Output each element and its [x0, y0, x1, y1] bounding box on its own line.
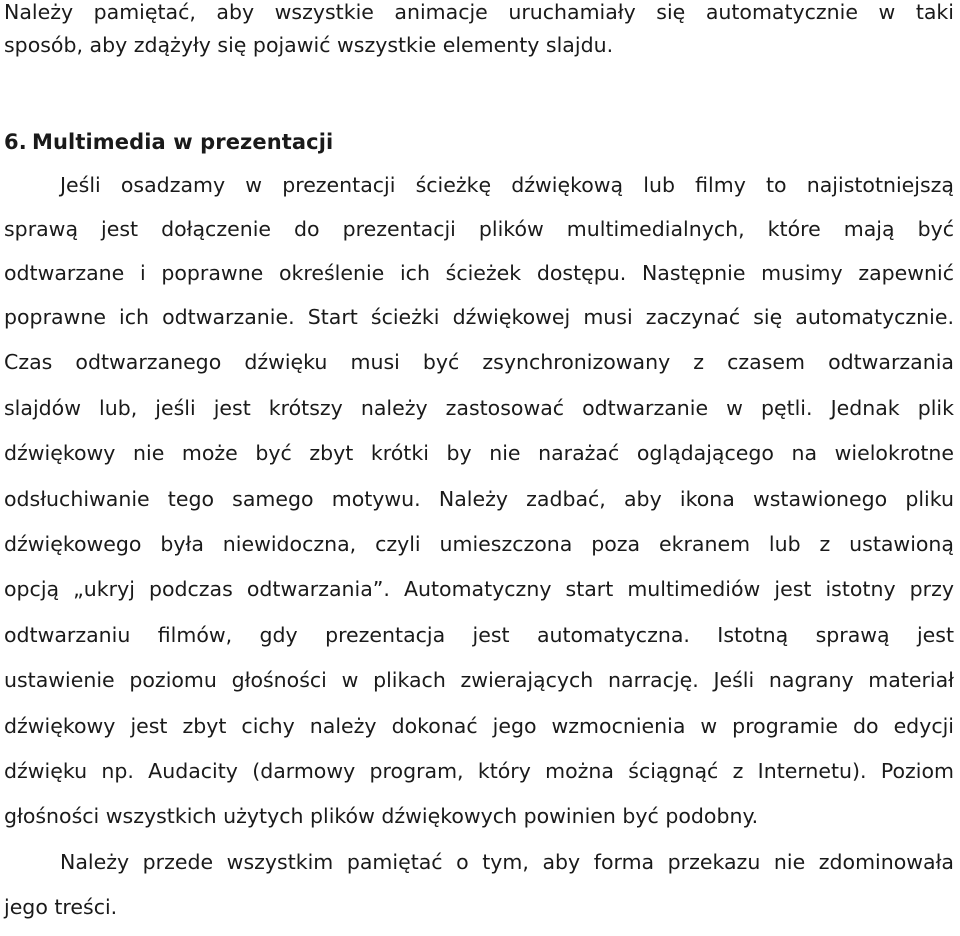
- section-heading: [4, 122, 954, 162]
- paragraph-line: odtwarzane i poprawne określenie ich ścieżek dostępu. Następnie musimy zapewnić: [4, 261, 954, 285]
- paragraph-line: dźwiękowy jest zbyt cichy należy dokonać jego wzmocnienia w programie do edycji: [4, 713, 954, 738]
- section-title: Multimedia w prezentacji: [32, 130, 334, 154]
- paragraph-line: slajdów lub, jeśli jest krótszy należy zastosować odtwarzanie w pętli. Jednak plik: [4, 395, 954, 420]
- spacer: [4, 65, 954, 122]
- paragraph-line: sprawą jest dołączenie do prezentacji plików multimedialnych, które mają być: [4, 217, 954, 241]
- paragraph-line: jego treści.: [4, 895, 118, 920]
- paragraph-line: odtwarzaniu filmów, gdy prezentacja jest automatyczna. Istotną sprawą jest: [4, 622, 954, 647]
- paragraph-line: Jeśli osadzamy w prezentacji ścieżkę dźwiękową lub filmy to najistotniejszą: [60, 173, 954, 197]
- paragraph-line: dźwiękowy nie może być zbyt krótki by nie narażać oglądającego na wielokrotne: [4, 441, 954, 466]
- document-page: [4, 0, 954, 930]
- paragraph-line: opcją „ukryj podczas odtwarzania”. Automatyczny start multimediów jest istotny przy: [4, 577, 954, 602]
- intro-line-2: sposób, aby zdążyły się pojawić wszystkie elementy slajdu.: [4, 33, 614, 57]
- paragraph-line: dźwiękowego była niewidoczna, czyli umieszczona poza ekranem lub z ustawioną: [4, 531, 954, 556]
- intro-line-1: Należy pamiętać, aby wszystkie animacje uruchamiały się automatycznie w taki: [4, 0, 954, 24]
- paragraph-line: ustawienie poziomu głośności w plikach zwierających narrację. Jeśli nagrany materiał: [4, 668, 954, 693]
- paragraph-line: poprawne ich odtwarzanie. Start ścieżki dźwiękowej musi zaczynać się automatycznie.: [4, 305, 954, 329]
- paragraph-2: [4, 840, 954, 931]
- paragraph-line: Należy przede wszystkim pamiętać o tym, aby forma przekazu nie zdominowała: [60, 849, 954, 874]
- paragraph-line: Czas odtwarzanego dźwięku musi być zsynchronizowany z czasem odtwarzania: [4, 350, 954, 375]
- paragraph-1: [4, 163, 954, 840]
- paragraph-line: odsłuchiwanie tego samego motywu. Należy zadbać, aby ikona wstawionego pliku: [4, 486, 954, 511]
- paragraph-line: głośności wszystkich użytych plików dźwiękowych powinien być podobny.: [4, 804, 759, 829]
- paragraph-line: dźwięku np. Audacity (darmowy program, który można ściągnąć z Internetu). Poziom: [4, 758, 954, 783]
- section-number: 6.: [4, 130, 27, 154]
